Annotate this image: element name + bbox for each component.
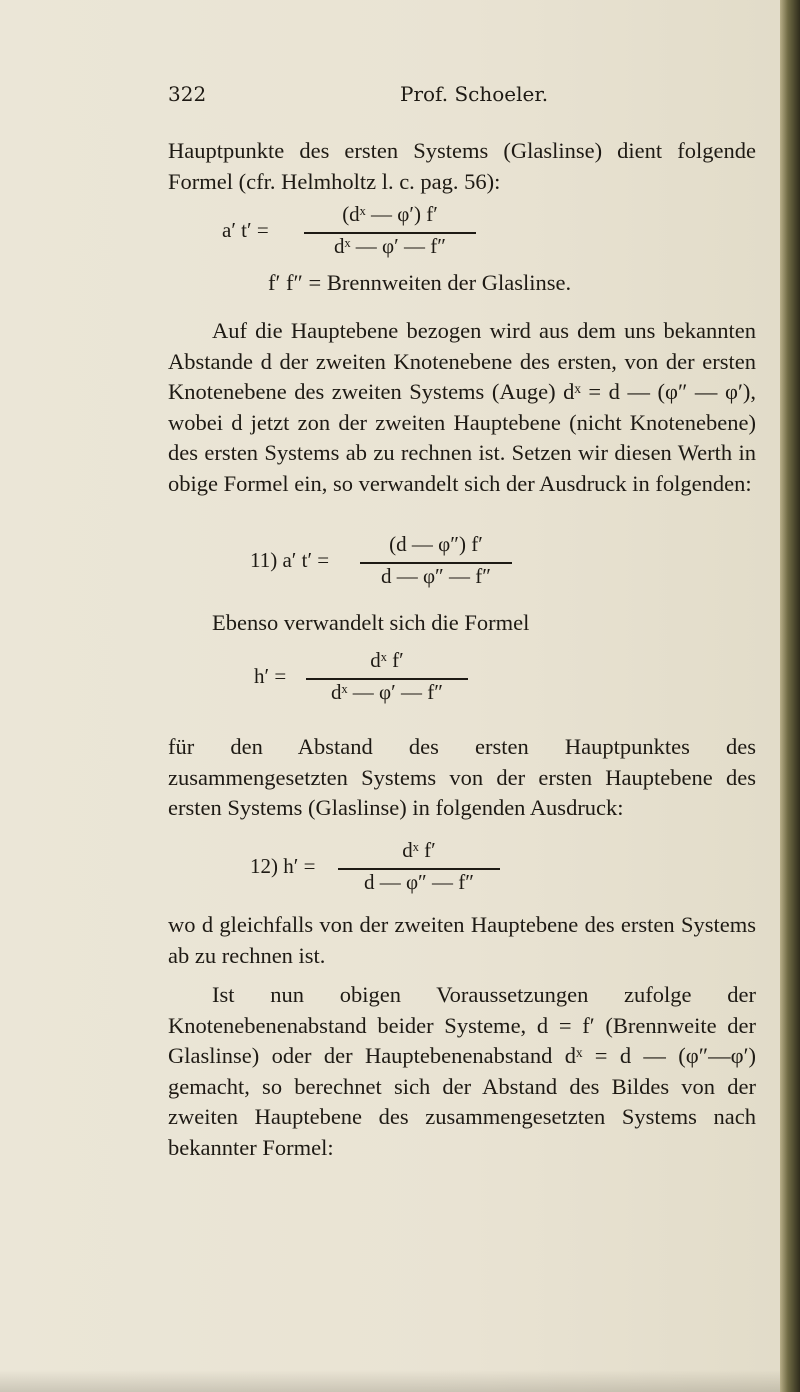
formula-11 <box>250 532 630 594</box>
formula-12-fraction <box>334 838 504 900</box>
formula-11-lhs: 11) a′ t′ = <box>250 548 330 572</box>
formula-2 <box>254 648 614 710</box>
running-title: Prof. Schoeler. <box>400 82 549 106</box>
formula-1-lhs: a′ t′ = <box>222 218 269 242</box>
formula-1-denominator: dˣ — φ′ — f″ <box>333 234 447 258</box>
formula-12-numerator: dˣ f′ <box>402 838 436 862</box>
formula-1-numerator: (dˣ — φ′) f′ <box>342 202 438 226</box>
page-number: 322 <box>168 82 207 106</box>
formula-1 <box>222 202 622 262</box>
formula-1-fraction <box>300 202 480 262</box>
paragraph-5: wo d gleichfalls von der zweiten Hauptebene des ersten Systems ab zu rechnen ist. <box>168 912 756 968</box>
formula-2-denominator: dˣ — φ′ — f″ <box>330 680 444 704</box>
formula-12 <box>250 838 610 900</box>
running-head <box>168 82 588 110</box>
formula-1-definition: f′ f″ = Brennweiten der Glaslinse. <box>268 270 572 295</box>
formula-2-numerator: dˣ f′ <box>370 648 404 672</box>
paragraph-4: für den Abstand des ersten Hauptpunktes des zusammengesetzten Systems von der ersten Hauptebene des ersten Systems (Glaslinse) in folgenden Ausdruck: <box>168 734 756 821</box>
book-spine <box>780 0 800 1392</box>
paragraph-3: Ebenso verwandelt sich die Formel <box>212 610 530 635</box>
formula-2-lhs: h′ = <box>254 664 287 688</box>
formula-11-fraction <box>356 532 516 594</box>
formula-2-fraction <box>302 648 472 710</box>
paragraph-1: Hauptpunkte des ersten Systems (Glaslinse) dient folgende Formel (cfr. Helmholtz l. c. pag. 56): <box>168 138 756 194</box>
formula-11-numerator: (d — φ″) f′ <box>389 532 483 556</box>
formula-11-denominator: d — φ″ — f″ <box>380 564 492 588</box>
formula-12-lhs: 12) h′ = <box>250 854 316 878</box>
paragraph-6: Ist nun obigen Voraussetzungen zufolge der Knotenebenenabstand beider Systeme, d = f′ (Brennweite der Glaslinse) oder der Hauptebenenabstand dˣ = d — (φ″—φ′) gemacht, so berechnet sich der Abstand des Bildes von der zweiten Hauptebene des zusammengesetzten Systems nach bekannter Formel: <box>168 982 756 1160</box>
page-bottom-shadow <box>0 1370 780 1392</box>
paragraph-2: Auf die Hauptebene bezogen wird aus dem uns bekannten Abstande d der zweiten Knotenebene des ersten, von der ersten Knotenebene des zweiten Systems (Auge) dˣ = d — (φ″ — φ′), wobei d jetzt zon der zweiten Hauptebene (nicht Knotenebene) des ersten Systems ab zu rechnen ist. Setzen wir diesen Werth in obige Formel ein, so verwandelt sich der Ausdruck in folgenden: <box>168 318 756 496</box>
formula-12-denominator: d — φ″ — f″ <box>363 870 475 894</box>
